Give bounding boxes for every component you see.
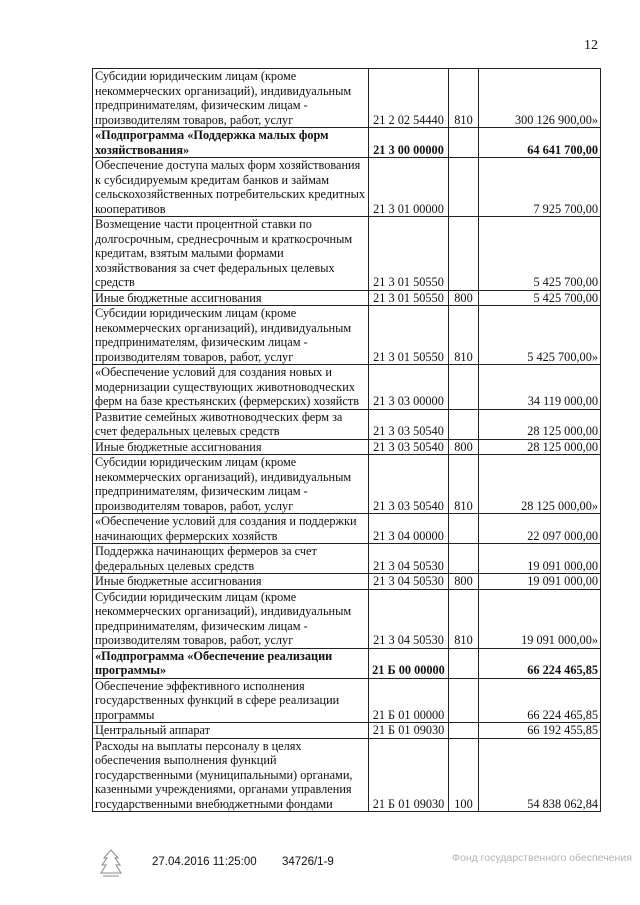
cell-code: 21 Б 01 09030 bbox=[369, 723, 449, 739]
cell-name: Субсидии юридическим лицам (кроме некоммерческих организаций), индивидуальным предпринимателям, физическим лицам - производителям товаров, работ, услуг bbox=[93, 455, 369, 514]
cell-code: 21 Б 01 09030 bbox=[369, 738, 449, 812]
cell-type bbox=[449, 678, 479, 723]
table-row bbox=[93, 69, 601, 128]
cell-code: 21 3 01 00000 bbox=[369, 158, 449, 217]
cell-type bbox=[449, 158, 479, 217]
cell-name: Субсидии юридическим лицам (кроме некоммерческих организаций), индивидуальным предпринимателям, физическим лицам - производителям товаров, работ, услуг bbox=[93, 306, 369, 365]
cell-amount: 34 119 000,00 bbox=[479, 365, 601, 410]
table-row bbox=[93, 365, 601, 410]
cell-name: Обеспечение эффективного исполнения государственных функций в сфере реализации программы bbox=[93, 678, 369, 723]
cell-amount: 64 641 700,00 bbox=[479, 128, 601, 158]
table-row bbox=[93, 544, 601, 574]
cell-code: 21 Б 01 00000 bbox=[369, 678, 449, 723]
cell-type bbox=[449, 409, 479, 439]
cell-type bbox=[449, 544, 479, 574]
cell-name: Иные бюджетные ассигнования bbox=[93, 290, 369, 306]
cell-amount: 22 097 000,00 bbox=[479, 514, 601, 544]
cell-name: Иные бюджетные ассигнования bbox=[93, 574, 369, 590]
cell-amount: 300 126 900,00» bbox=[479, 69, 601, 128]
cell-type bbox=[449, 648, 479, 678]
table-row bbox=[93, 589, 601, 648]
cell-type: 800 bbox=[449, 574, 479, 590]
cell-name: Субсидии юридическим лицам (кроме некоммерческих организаций), индивидуальным предпринимателям, физическим лицам - производителям товаров, работ, услуг bbox=[93, 589, 369, 648]
cell-code: 21 Б 00 00000 bbox=[369, 648, 449, 678]
table-row bbox=[93, 514, 601, 544]
cell-type bbox=[449, 128, 479, 158]
cell-code: 21 3 04 50530 bbox=[369, 574, 449, 590]
cell-name: «Обеспечение условий для создания новых и модернизации существующих животноводческих ферм на базе крестьянских (фермерских) хозяйств bbox=[93, 365, 369, 410]
cell-name: Обеспечение доступа малых форм хозяйствования к субсидируемым кредитам банков и займам сельскохозяйственных потребительских кредитных кооперативов bbox=[93, 158, 369, 217]
cell-type: 810 bbox=[449, 589, 479, 648]
cell-type: 800 bbox=[449, 290, 479, 306]
table-body bbox=[93, 69, 601, 812]
table-row bbox=[93, 455, 601, 514]
cell-amount: 66 192 455,85 bbox=[479, 723, 601, 739]
footer-stamp: Фонд государственного обеспечения bbox=[452, 852, 632, 864]
cell-code: 21 3 01 50550 bbox=[369, 306, 449, 365]
cell-amount: 19 091 000,00 bbox=[479, 544, 601, 574]
cell-name: Расходы на выплаты персоналу в целях обеспечения выполнения функций государственными (муниципальными) органами, казенными учреждениями, органами управления государственными внебюджетными фондами bbox=[93, 738, 369, 812]
table-row bbox=[93, 738, 601, 812]
page-number: 12 bbox=[584, 38, 598, 53]
cell-code: 21 3 04 50530 bbox=[369, 544, 449, 574]
cell-code: 21 3 03 00000 bbox=[369, 365, 449, 410]
table-row bbox=[93, 290, 601, 306]
cell-type: 810 bbox=[449, 455, 479, 514]
table-row bbox=[93, 306, 601, 365]
cell-type bbox=[449, 723, 479, 739]
cell-name: Центральный аппарат bbox=[93, 723, 369, 739]
cell-type: 100 bbox=[449, 738, 479, 812]
cell-type: 810 bbox=[449, 69, 479, 128]
cell-amount: 28 125 000,00» bbox=[479, 455, 601, 514]
cell-code: 21 3 03 50540 bbox=[369, 409, 449, 439]
table-row bbox=[93, 158, 601, 217]
cell-amount: 7 925 700,00 bbox=[479, 158, 601, 217]
cell-code: 21 3 01 50550 bbox=[369, 217, 449, 291]
table-row bbox=[93, 648, 601, 678]
cell-amount: 66 224 465,85 bbox=[479, 648, 601, 678]
cell-name: «Подпрограмма «Обеспечение реализации программы» bbox=[93, 648, 369, 678]
cell-amount: 5 425 700,00» bbox=[479, 306, 601, 365]
table-row bbox=[93, 678, 601, 723]
table-row bbox=[93, 574, 601, 590]
cell-code: 21 3 03 50540 bbox=[369, 455, 449, 514]
table-row bbox=[93, 217, 601, 291]
cell-type bbox=[449, 217, 479, 291]
footer-date: 27.04.2016 11:25:00 bbox=[152, 856, 257, 868]
cell-type: 810 bbox=[449, 306, 479, 365]
table-row bbox=[93, 723, 601, 739]
cell-name: «Обеспечение условий для создания и поддержки начинающих фермерских хозяйств bbox=[93, 514, 369, 544]
cell-name: «Подпрограмма «Поддержка малых форм хозяйствования» bbox=[93, 128, 369, 158]
budget-table bbox=[92, 68, 601, 812]
cell-type: 800 bbox=[449, 439, 479, 455]
cell-amount: 28 125 000,00 bbox=[479, 409, 601, 439]
cell-type bbox=[449, 365, 479, 410]
cell-name: Поддержка начинающих фермеров за счет федеральных целевых средств bbox=[93, 544, 369, 574]
cell-amount: 66 224 465,85 bbox=[479, 678, 601, 723]
cell-code: 21 3 04 50530 bbox=[369, 589, 449, 648]
table-row bbox=[93, 409, 601, 439]
cell-amount: 5 425 700,00 bbox=[479, 217, 601, 291]
cell-amount: 5 425 700,00 bbox=[479, 290, 601, 306]
cell-code: 21 3 03 50540 bbox=[369, 439, 449, 455]
cell-amount: 28 125 000,00 bbox=[479, 439, 601, 455]
cell-name: Возмещение части процентной ставки по долгосрочным, среднесрочным и краткосрочным кредитам, взятым малыми формами хозяйствования за счет федеральных целевых средств bbox=[93, 217, 369, 291]
cell-code: 21 3 04 00000 bbox=[369, 514, 449, 544]
cell-code: 21 2 02 54440 bbox=[369, 69, 449, 128]
cell-amount: 19 091 000,00 bbox=[479, 574, 601, 590]
table-row bbox=[93, 128, 601, 158]
cell-code: 21 3 01 50550 bbox=[369, 290, 449, 306]
cell-name: Развитие семейных животноводческих ферм за счет федеральных целевых средств bbox=[93, 409, 369, 439]
cell-name: Иные бюджетные ассигнования bbox=[93, 439, 369, 455]
emblem-icon bbox=[98, 848, 124, 878]
cell-code: 21 3 00 00000 bbox=[369, 128, 449, 158]
table-row bbox=[93, 439, 601, 455]
cell-amount: 19 091 000,00» bbox=[479, 589, 601, 648]
footer-doc-number: 34726/1-9 bbox=[282, 856, 334, 868]
cell-type bbox=[449, 514, 479, 544]
cell-name: Субсидии юридическим лицам (кроме некоммерческих организаций), индивидуальным предпринимателям, физическим лицам - производителям товаров, работ, услуг bbox=[93, 69, 369, 128]
cell-amount: 54 838 062,84 bbox=[479, 738, 601, 812]
